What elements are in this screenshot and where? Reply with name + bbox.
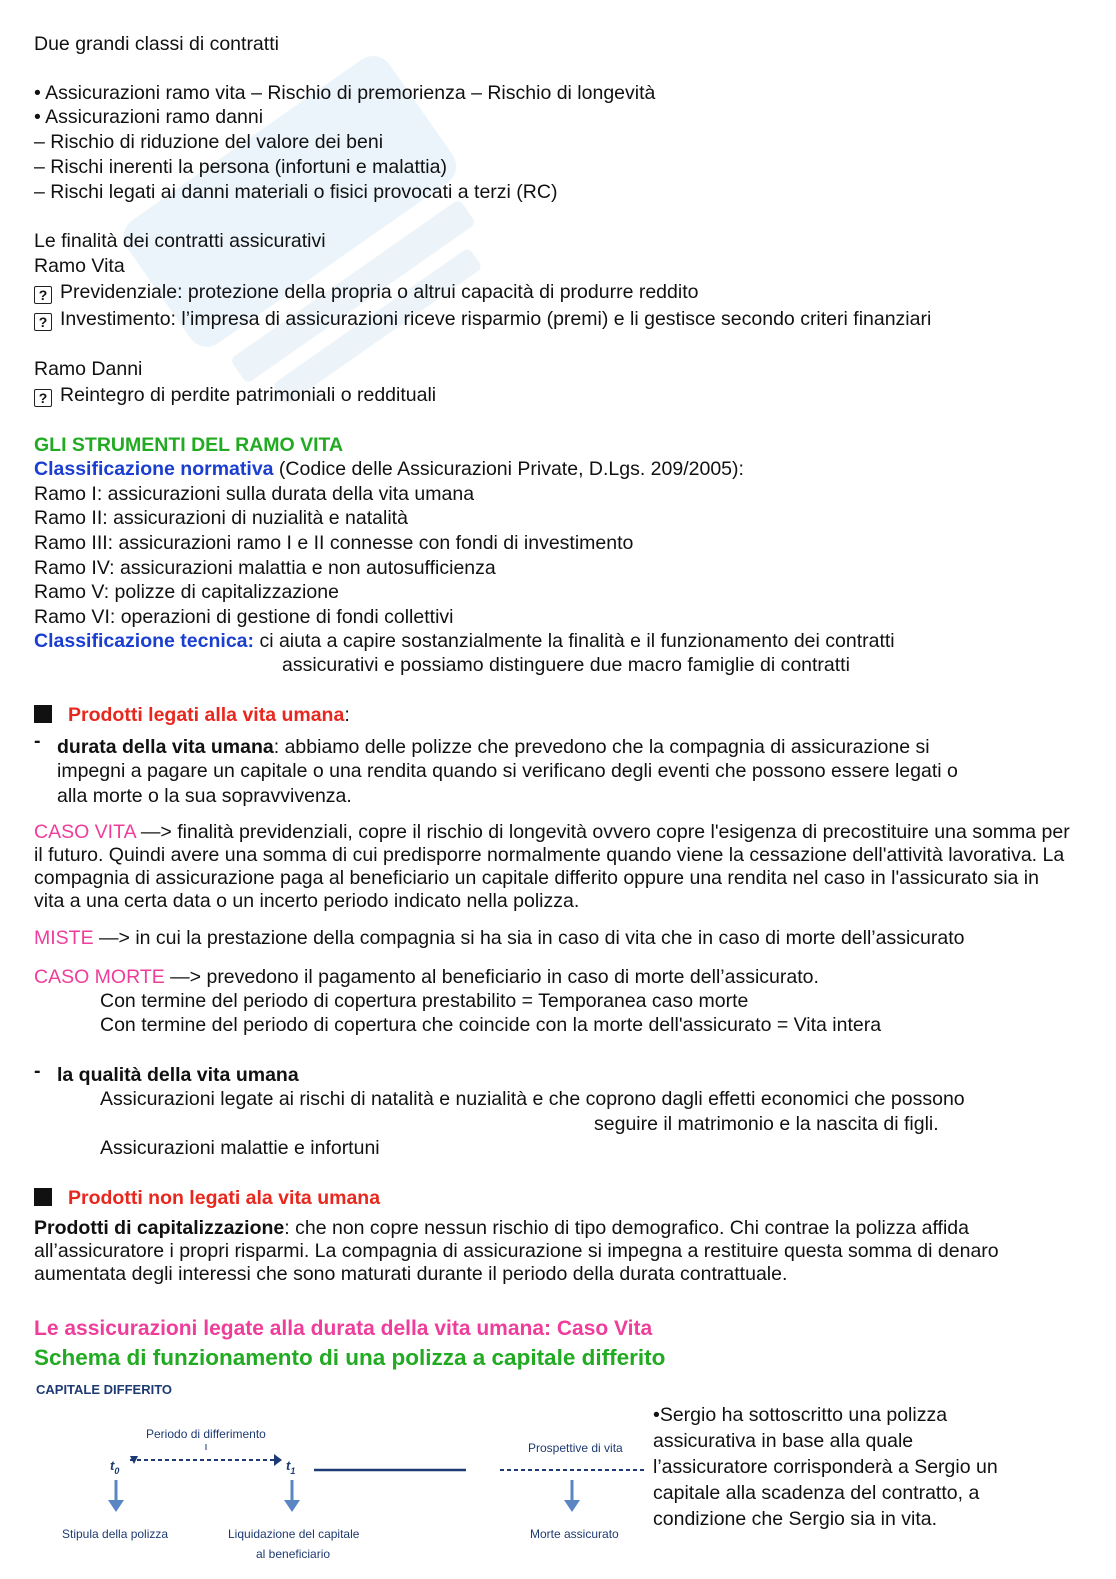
durata-line: durata della vita umana: abbiamo delle polizze che prevedono che la compagnia di assicurazione si [57,736,930,758]
danni-item: ? Reintegro di perdite patrimoniali o reddituali [34,383,436,407]
morte-sub: Con termine del periodo di copertura che coincide con la morte dell'assicurato = Vita intera [100,1014,882,1036]
capitalizzazione-paragraph: Prodotti di capitalizzazione: che non copre nessun rischio di tipo demografico. Chi contrae la polizza affida all’assicuratore i propri risparmi. La compagnia di assicurazione si impegna a restituire questa somma di denaro aumentata degli interessi che sono maturati durante il periodo della durata contrattuale. [34,1217,999,1285]
liquidazione-label: Liquidazione del capitale [228,1527,360,1541]
ramo-item: Ramo III: assicurazioni ramo I e II connesse con fondi di investimento [34,532,634,554]
intro-bullet: • Assicurazioni ramo danni [34,106,264,128]
liquidazione-label: al beneficiario [256,1547,331,1561]
durata-line: impegni a pagare un capitale o una rendita quando si verificano degli eventi che possono essere legati o [57,760,958,782]
schema-heading: Schema di funzionamento di una polizza a capitale differito [34,1345,666,1370]
qualita-line: Assicurazioni malattie e infortuni [100,1137,380,1159]
ramo-item: Ramo V: polizze di capitalizzazione [34,581,339,603]
stipula-label: Stipula della polizza [62,1527,169,1541]
intro-title: Due grandi classi di contratti [34,33,279,55]
ramo-item: Ramo I: assicurazioni sulla durata della vita umana [34,483,475,505]
question-box-icon: ? [34,286,52,304]
prospettive-label: Prospettive di vita [528,1441,623,1455]
morte-label: Morte assicurato [530,1527,619,1541]
capitale-differito-diagram [30,1376,650,1566]
dash-marker: - [34,1060,41,1082]
t1-label: $t_1$ [286,1458,296,1476]
caso-morte-paragraph: CASO MORTE —> prevedono il pagamento al beneficiario in caso di morte dell’assicurato. [34,966,819,988]
example-line: l’assicuratore corrisponderà a Sergio un [653,1456,998,1478]
morte-arrow-icon [564,1480,580,1512]
classificazione-tecnica: Classificazione tecnica: ci aiuta a capire sostanzialmente la finalità e il funzionamento dei contratti [34,630,895,652]
square-bullet-icon [34,705,52,723]
square-bullet-icon [34,1188,52,1206]
qualita-heading: la qualità della vita umana [57,1064,299,1086]
example-line: capitale alla scadenza del contratto, a [653,1482,980,1504]
t0-label: $t_0$ [110,1458,120,1476]
finalita-title: Le finalità dei contratti assicurativi [34,230,326,252]
diagram-title: CAPITALE DIFFERITO [36,1382,173,1397]
stipula-arrow-icon [108,1480,124,1512]
ramo-vita-label: Ramo Vita [34,255,125,277]
intro-bullet: – Rischi legati ai danni materiali o fisici provocati a terzi (RC) [34,181,558,203]
vita-item: ? Investimento: l’impresa di assicurazioni riceve risparmio (premi) e li gestisce secondo criteri finanziari [34,307,931,331]
arrow-right-icon [274,1454,282,1466]
ramo-item: Ramo IV: assicurazioni malattia e non autosufficienza [34,557,496,579]
qualita-line: seguire il matrimonio e la nascita di figli. [594,1113,939,1135]
intro-bullet: • Assicurazioni ramo vita – Rischio di premorienza – Rischio di longevità [34,82,656,104]
morte-sub: Con termine del periodo di copertura prestabilito = Temporanea caso morte [100,990,749,1012]
ramo-item: Ramo II: assicurazioni di nuzialità e natalità [34,507,408,529]
ramo-item: Ramo VI: operazioni di gestione di fondi collettivi [34,606,454,628]
caso-vita-heading: Le assicurazioni legate alla durata della vita umana: Caso Vita [34,1317,653,1340]
qualita-line: Assicurazioni legate ai rischi di natalità e nuzialità e che coprono dagli effetti economici che possono [100,1088,965,1110]
legati-heading: Prodotti legati alla vita umana: [34,703,350,727]
section-heading: GLI STRUMENTI DEL RAMO VITA [34,434,344,456]
intro-bullet: – Rischio di riduzione del valore dei beni [34,131,384,153]
question-box-icon: ? [34,389,52,407]
classificazione-tecnica-cont: assicurativi e possiamo distinguere due macro famiglie di contratti [282,654,850,676]
question-box-icon: ? [34,313,52,331]
non-legati-heading: Prodotti non legati ala vita umana [34,1186,380,1210]
vita-item: ? Previdenziale: protezione della propria o altrui capacità di produrre reddito [34,280,698,304]
miste-paragraph: MISTE —> in cui la prestazione della compagnia si ha sia in caso di vita che in caso di morte dell’assicurato [34,927,965,949]
example-line: assicurativa in base alla quale [653,1430,914,1452]
classificazione-normativa: Classificazione normativa (Codice delle Assicurazioni Private, D.Lgs. 209/2005): [34,458,744,480]
example-line: condizione che Sergio sia in vita. [653,1508,937,1530]
intro-bullet: – Rischi inerenti la persona (infortuni e malattia) [34,156,447,178]
periodo-label: Periodo di differimento [146,1427,266,1441]
durata-line: alla morte o la sua sopravvivenza. [57,785,352,807]
ramo-danni-label: Ramo Danni [34,358,143,380]
example-line: •Sergio ha sottoscritto una polizza [653,1404,948,1426]
liquidazione-arrow-icon [284,1480,300,1512]
caso-vita-paragraph: CASO VITA —> finalità previdenziali, copre il rischio di longevità ovvero copre l'esigenza di precostituire una somma per il futuro. Quindi avere una somma di cui predisporre normalmente quando viene la cessazione dell'attività lavorativa. La compagnia di assicurazione paga al beneficiario un capitale differito oppure una rendita nel caso in l'assicurato sia in vita a una certa data o un incerto periodo indicato nella polizza. [34,821,1070,912]
dash-marker: - [34,730,41,752]
